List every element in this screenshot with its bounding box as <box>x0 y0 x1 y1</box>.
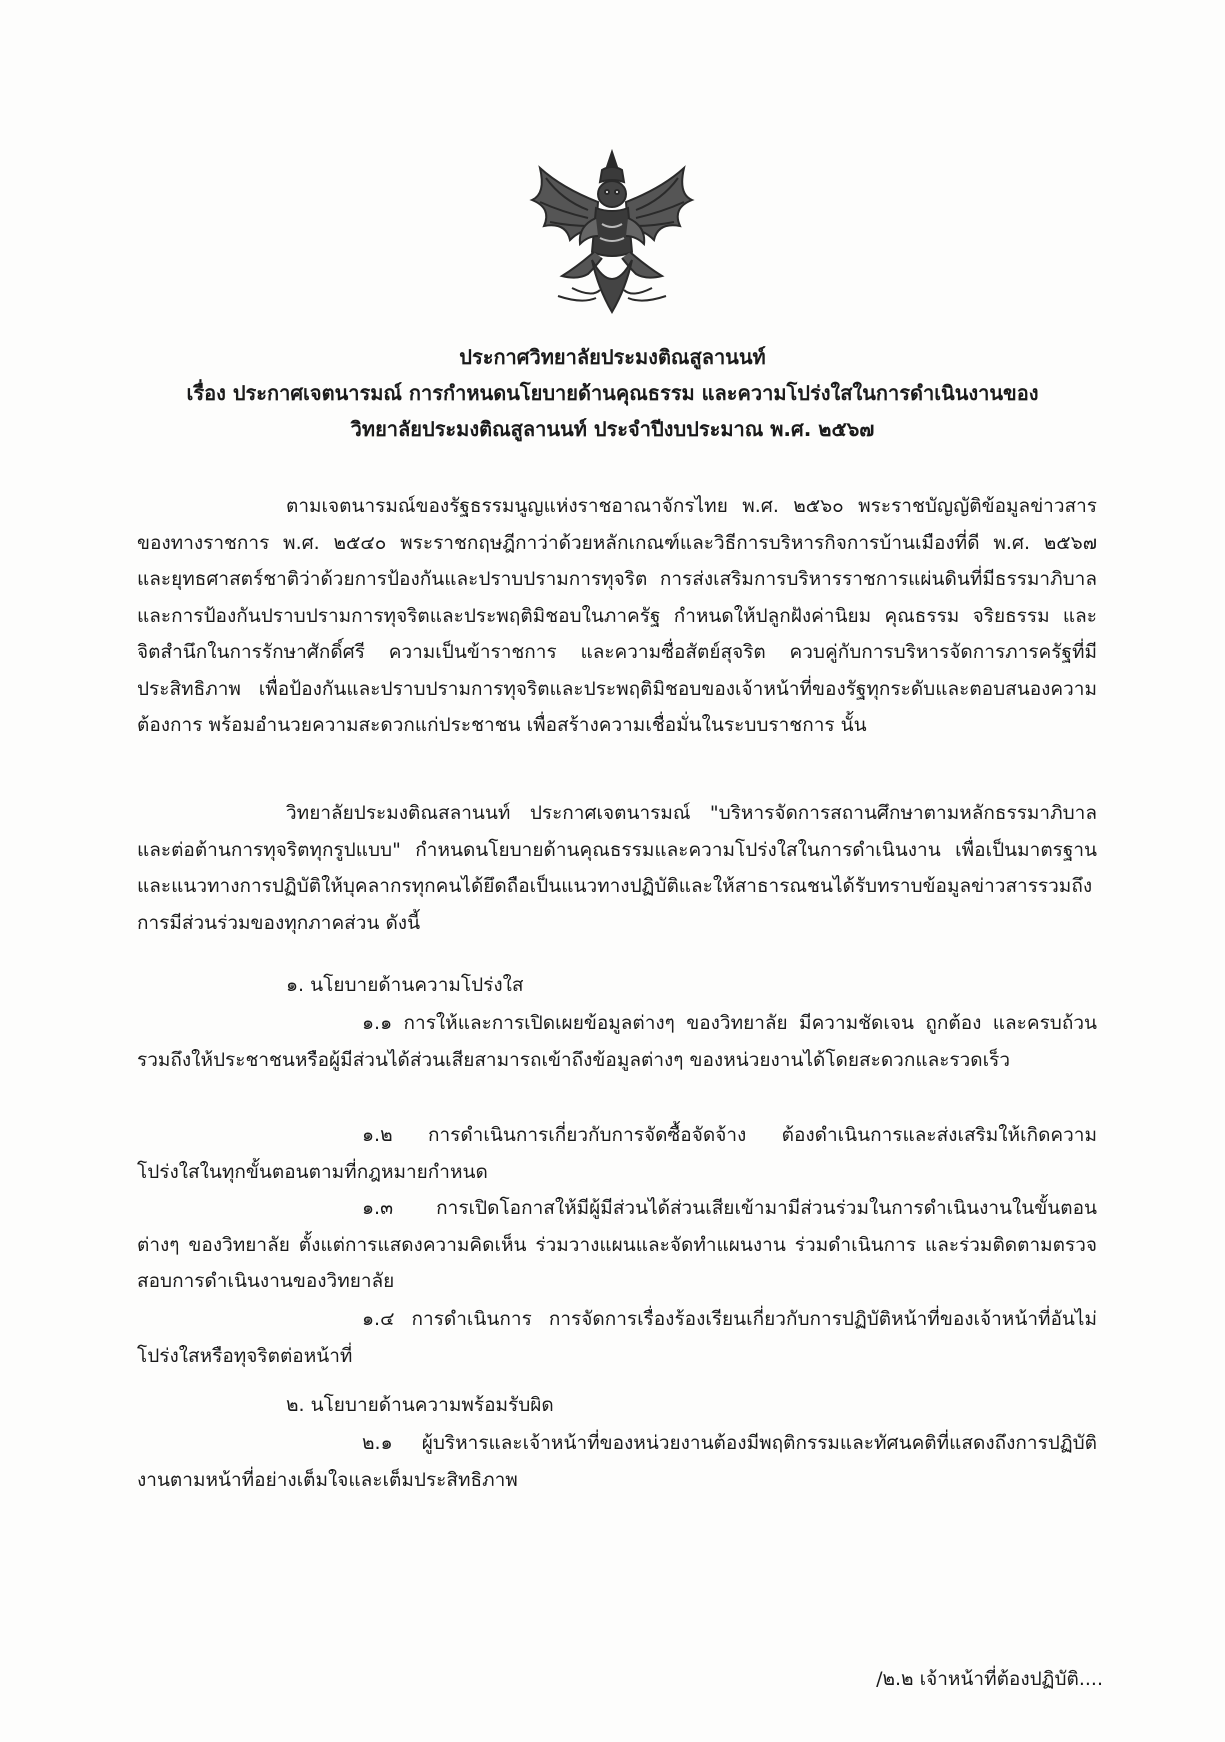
heading-line-2: เรื่อง ประกาศเจตนารมณ์ การกำหนดนโยบายด้านคุณธรรม และความโปร่งใสในการดำเนินงานของ <box>186 381 1039 405</box>
heading-line-1: ประกาศวิทยาลัยประมงติณสูลานนท์ <box>459 345 766 369</box>
paragraph-1: ตามเจตนารมณ์ของรัฐธรรมนูญแห่งราชอาณาจักรไทย พ.ศ. ๒๕๖๐ พระราชบัญญัติข้อมูลข่าวสารของทางราชการ พ.ศ. ๒๕๔๐ พระราชกฤษฎีกาว่าด้วยหลักเกณฑ์และวิธีการบริหารกิจการบ้านเมืองที่ดี พ.ศ. ๒๕๖๗ และยุทธศาสตร์ชาติว่าด้วยการป้องกันและปราบปรามการทุจริต การส่งเสริมการบริหารราชการแผ่นดินที่มีธรรมาภิบาลและการป้องกันปราบปรามการทุจริตและประพฤติมิชอบในภาครัฐ กำหนดให้ปลูกฝังค่านิยม คุณธรรม จริยธรรม และจิตสำนึกในการรักษาศักดิ์ศรี ความเป็นข้าราชการ และความซื่อสัตย์สุจริต ควบคู่กับการบริหารจัดการภารครัฐที่มีประสิทธิภาพ เพื่อป้องกันและปราบปรามการทุจริตและประพฤติมิชอบของเจ้าหน้าที่ของรัฐทุกระดับและตอบสนองความต้องการ พร้อมอำนวยความสะดวกแก่ประชาชน เพื่อสร้างความเชื่อมั่นในระบบราชการ นั้น <box>137 495 1097 736</box>
section-2-title: ๒. นโยบายด้านความพร้อมรับผิด <box>286 1394 554 1416</box>
section-1-item-1: ๑.๑ การให้และการเปิดเผยข้อมูลต่างๆ ของวิทยาลัย มีความชัดเจน ถูกต้อง และครบถ้วน รวมถึงให้ประชาชนหรือผู้มีส่วนได้ส่วนเสียสามารถเข้าถึงข้อมูลต่างๆ ของหน่วยงานได้โดยสะดวกและรวดเร็ว <box>137 1012 1097 1071</box>
section-1-item-4: ๑.๔ การดำเนินการ การจัดการเรื่องร้องเรียนเกี่ยวกับการปฏิบัติหน้าที่ของเจ้าหน้าที่อันไม่โปร่งใสหรือทุจริตต่อหน้าที่ <box>137 1308 1097 1367</box>
section-1-item-3: ๑.๓ การเปิดโอกาสให้มีผู้มีส่วนได้ส่วนเสียเข้ามามีส่วนร่วมในการดำเนินงานในขั้นตอนต่างๆ ของวิทยาลัย ตั้งแต่การแสดงความคิดเห็น ร่วมวางแผนและจัดทำแผนงาน ร่วมดำเนินการ และร่วมติดตามตรวจสอบการดำเนินงานของวิทยาลัย <box>137 1197 1097 1292</box>
garuda-emblem-icon <box>522 148 702 318</box>
paragraph-2: วิทยาลัยประมงติณสลานนท์ ประกาศเจตนารมณ์ "บริหารจัดการสถานศึกษาตามหลักธรรมาภิบาล และต่อต้านการทุจริตทุกรูปแบบ" กำหนดนโยบายด้านคุณธรรมและความโปร่งใสในการดำเนินงาน เพื่อเป็นมาตรฐานและแนวทางการปฏิบัติให้บุคลากรทุกคนได้ยึดถือเป็นแนวทางปฏิบัติและให้สาธารณชนได้รับทราบข้อมูลข่าวสารรวมถึงการมีส่วนร่วมของทุกภาคส่วน ดังนี้ <box>137 802 1097 934</box>
section-1-item-2: ๑.๒ การดำเนินการเกี่ยวกับการจัดซื้อจัดจ้าง ต้องดำเนินการและส่งเสริมให้เกิดความโปร่งใสในทุกขั้นตอนตามที่กฎหมายกำหนด <box>137 1124 1097 1183</box>
section-1-title: ๑. นโยบายด้านความโปร่งใส <box>286 974 524 996</box>
continuation-note: /๒.๒ เจ้าหน้าที่ต้องปฏิบัติ.... <box>876 1668 1103 1690</box>
section-2-item-1: ๒.๑ ผู้บริหารและเจ้าหน้าที่ของหน่วยงานต้องมีพฤติกรรมและทัศนคติที่แสดงถึงการปฏิบัติงานตามหน้าที่อย่างเต็มใจและเต็มประสิทธิภาพ <box>137 1432 1097 1491</box>
heading-line-3: วิทยาลัยประมงติณสูลานนท์ ประจำปีงบประมาณ พ.ศ. ๒๕๖๗ <box>350 417 875 441</box>
